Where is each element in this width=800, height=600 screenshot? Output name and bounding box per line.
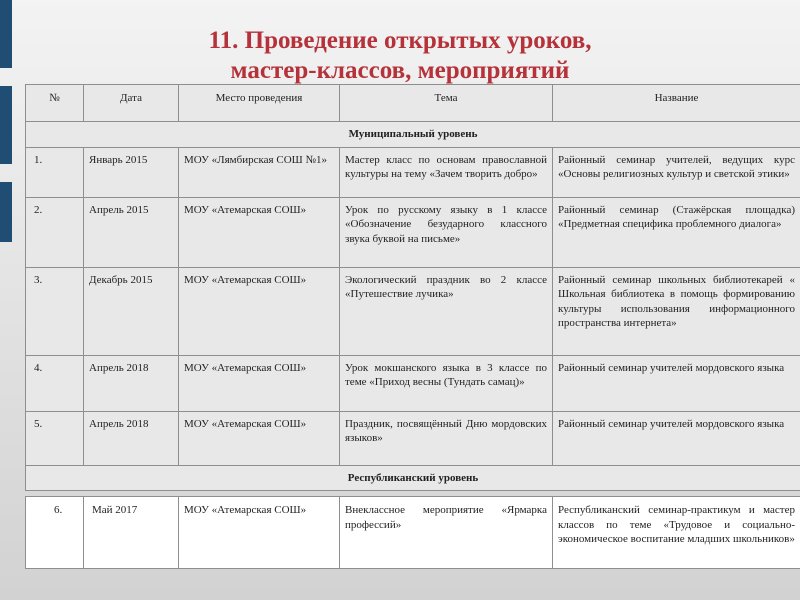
cell-place: МОУ «Атемарская СОШ» xyxy=(179,197,340,267)
cell-name: Республиканский семинар-практикум и мастер классов по теме «Трудовое и социально-экономическое воспитание младших школьников» xyxy=(553,497,800,569)
title-line-2: мастер-классов, мероприятий xyxy=(230,57,570,84)
cell-date: Декабрь 2015 xyxy=(84,267,179,355)
header-name: Название xyxy=(553,85,800,122)
header-number: № xyxy=(26,85,84,122)
cell-date: Январь 2015 xyxy=(84,147,179,197)
cell-place: МОУ «Лямбирская СОШ №1» xyxy=(179,147,340,197)
cell-number: 1. xyxy=(26,147,84,197)
decorative-bar xyxy=(0,182,12,242)
cell-date: Май 2017 xyxy=(84,497,179,569)
cell-number: 4. xyxy=(26,355,84,411)
title-area xyxy=(0,0,800,84)
cell-name: Районный семинар учителей мордовского языка xyxy=(553,355,800,411)
table-row xyxy=(26,497,800,569)
cell-name: Районный семинар учителей мордовского языка xyxy=(553,411,800,465)
cell-name: Районный семинар школьных библиотекарей « Школьная библиотека в помощь формированию культуры использования информационного пространства интернета» xyxy=(553,267,800,355)
title-line-1: 11. Проведение открытых уроков, xyxy=(208,27,592,54)
table-row xyxy=(26,411,800,465)
header-topic: Тема xyxy=(340,85,553,122)
table-row xyxy=(26,355,800,411)
cell-number: 3. xyxy=(26,267,84,355)
cell-name: Районный семинар учителей, ведущих курс «Основы религиозных культур и светской этики» xyxy=(553,147,800,197)
table-row xyxy=(26,197,800,267)
cell-topic: Урок мокшанского языка в 3 классе по теме «Приход весны (Тундать самац)» xyxy=(340,355,553,411)
header-date: Дата xyxy=(84,85,179,122)
section-row-republic xyxy=(26,465,800,491)
cell-topic: Мастер класс по основам православной культуры на тему «Зачем творить добро» xyxy=(340,147,553,197)
cell-date: Апрель 2018 xyxy=(84,355,179,411)
cell-place: МОУ «Атемарская СОШ» xyxy=(179,411,340,465)
cell-place: МОУ «Атемарская СОШ» xyxy=(179,355,340,411)
slide-title xyxy=(0,26,800,84)
cell-place: МОУ «Атемарская СОШ» xyxy=(179,267,340,355)
section-label-municipal: Муниципальный уровень xyxy=(26,122,800,148)
cell-date: Апрель 2018 xyxy=(84,411,179,465)
cell-number: 6. xyxy=(26,497,84,569)
section-row-municipal xyxy=(26,122,800,148)
table-row xyxy=(26,267,800,355)
cell-number: 2. xyxy=(26,197,84,267)
events-table-republic xyxy=(25,496,800,569)
cell-topic: Экологический праздник во 2 классе «Путешествие лучика» xyxy=(340,267,553,355)
table-row xyxy=(26,147,800,197)
decorative-bar xyxy=(0,86,12,164)
header-place: Место проведения xyxy=(179,85,340,122)
cell-topic: Праздник, посвящённый Дню мордовских языков» xyxy=(340,411,553,465)
cell-topic: Урок по русскому языку в 1 классе «Обозначение безударного классного звука буквой на письме» xyxy=(340,197,553,267)
section-label-republic: Республиканский уровень xyxy=(26,465,800,491)
cell-topic: Внеклассное мероприятие «Ярмарка профессий» xyxy=(340,497,553,569)
cell-place: МОУ «Атемарская СОШ» xyxy=(179,497,340,569)
cell-number: 5. xyxy=(26,411,84,465)
table-header-row xyxy=(26,85,800,122)
events-table xyxy=(25,84,800,491)
cell-date: Апрель 2015 xyxy=(84,197,179,267)
cell-name: Районный семинар (Стажёрская площадка) «Предметная специфика проблемного диалога» xyxy=(553,197,800,267)
